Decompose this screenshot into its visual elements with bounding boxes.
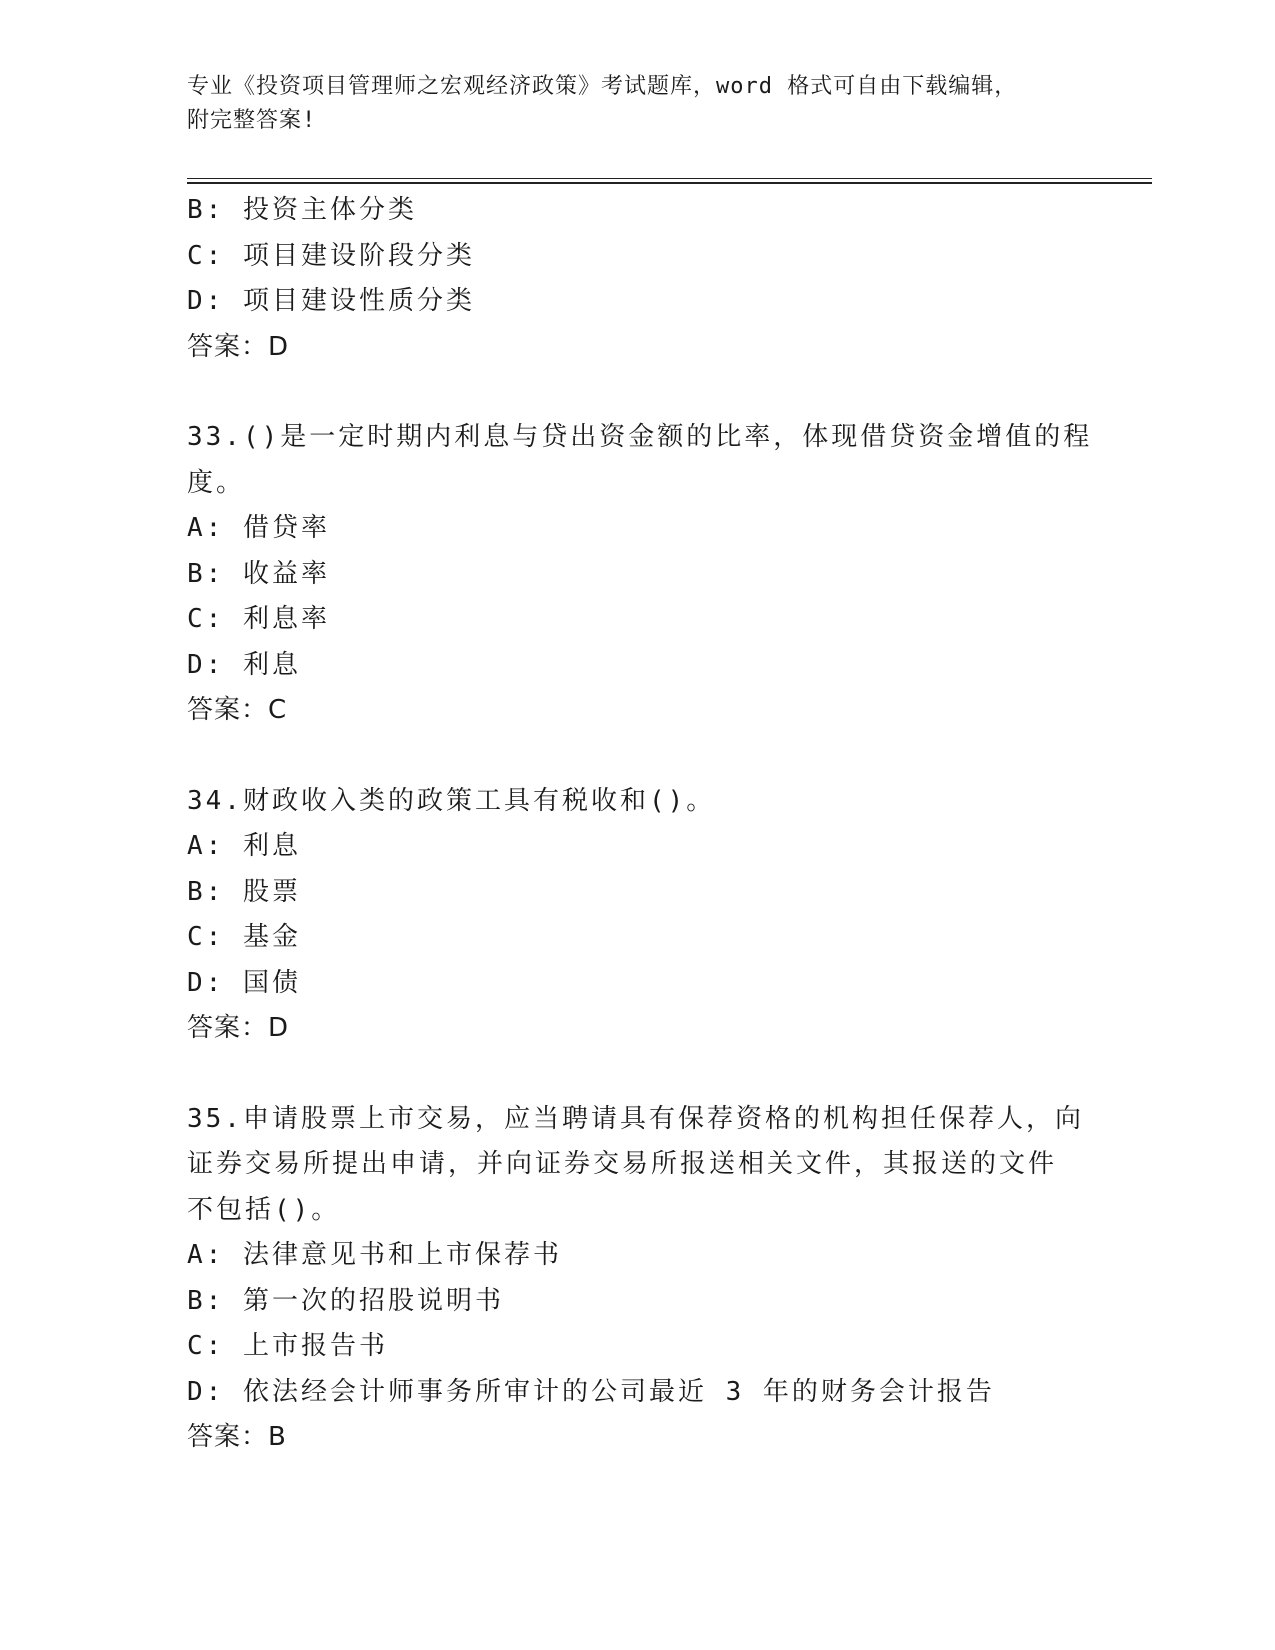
question-stem-line: 33.()是一定时期内利息与贷出资金额的比率，体现借贷资金增值的程 <box>187 422 1093 452</box>
answer-line: 答案：C <box>187 695 288 725</box>
option-c: C: 利息率 <box>187 604 330 634</box>
option-b: B: 第一次的招股说明书 <box>187 1285 504 1316</box>
header-divider-thick <box>187 182 1152 184</box>
header-line-2: 附完整答案! <box>187 108 317 133</box>
answer-line: 答案：D <box>187 331 290 362</box>
answer-line: 答案：B <box>187 1422 287 1452</box>
spacer <box>187 1052 1087 1097</box>
question-stem-line: 证券交易所提出申请，并向证券交易所报送相关文件，其报送的文件 <box>187 1149 1058 1179</box>
answer-line: 答案：D <box>187 1013 290 1043</box>
header-divider-thin <box>187 178 1152 179</box>
option-b: B: 投资主体分类 <box>187 195 417 225</box>
option-c: C: 上市报告书 <box>187 1331 388 1361</box>
option-a: A: 法律意见书和上市保荐书 <box>187 1240 562 1270</box>
question-stem-line: 35.申请股票上市交易，应当聘请具有保荐资格的机构担任保荐人，向 <box>187 1103 1084 1134</box>
header-line-1: 专业《投资项目管理师之宏观经济政策》考试题库，word 格式可自由下载编辑， <box>187 74 1018 99</box>
option-d: D: 项目建设性质分类 <box>187 286 475 316</box>
document-header <box>187 70 1087 138</box>
option-b: B: 股票 <box>187 876 301 907</box>
spacer <box>187 370 1087 415</box>
option-c: C: 基金 <box>187 922 301 952</box>
question-block-33 <box>187 415 1093 734</box>
question-list <box>187 188 1093 1461</box>
option-b: B: 收益率 <box>187 558 330 589</box>
option-d: D: 利息 <box>187 649 301 680</box>
spacer <box>187 734 1087 779</box>
option-d: D: 依法经会计师事务所审计的公司最近 3 年的财务会计报告 <box>187 1376 995 1407</box>
question-block-35 <box>187 1097 1087 1461</box>
question-stem-line: 34.财政收入类的政策工具有税收和()。 <box>187 785 716 816</box>
question-block-34 <box>187 779 1087 1052</box>
question-block-partial <box>187 188 1087 370</box>
option-a: A: 借贷率 <box>187 513 330 543</box>
question-stem-line: 度。 <box>187 467 246 498</box>
question-stem-line: 不包括()。 <box>187 1194 341 1225</box>
option-a: A: 利息 <box>187 831 301 861</box>
option-c: C: 项目建设阶段分类 <box>187 240 475 271</box>
option-d: D: 国债 <box>187 967 301 998</box>
